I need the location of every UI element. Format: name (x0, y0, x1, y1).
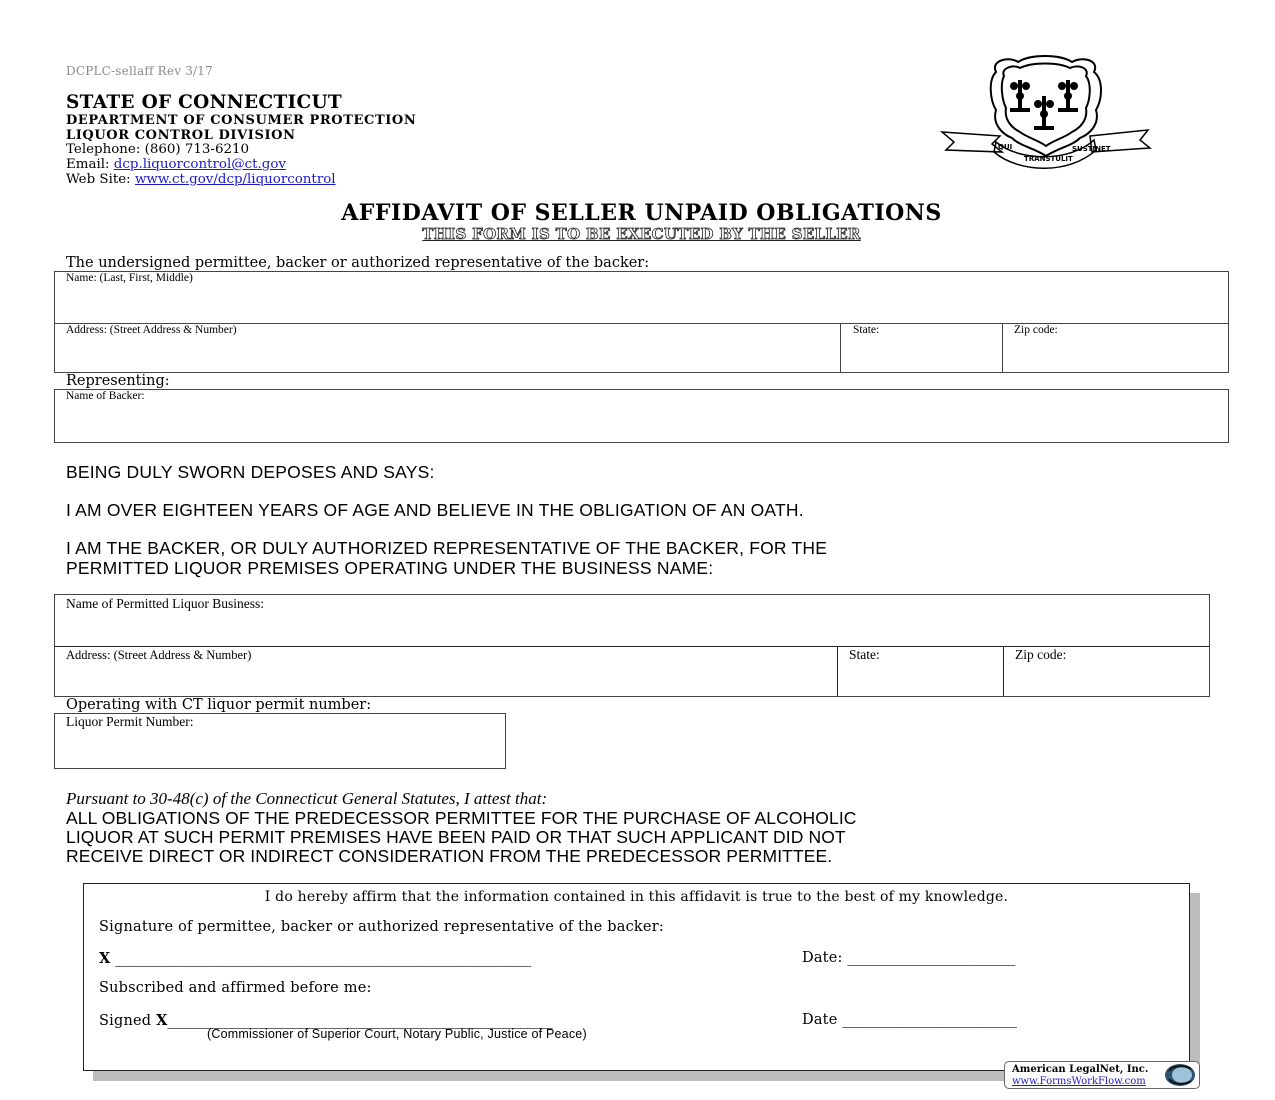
email-link[interactable]: dcp.liquorcontrol@ct.gov (113, 157, 286, 172)
business-info-box (54, 594, 1210, 697)
business-zip-input[interactable] (1004, 662, 1209, 696)
business-zip-cell (1004, 647, 1209, 696)
permittee-info-box (54, 271, 1229, 373)
sworn-statement: BEING DULY SWORN DEPOSES AND SAYS: (66, 462, 435, 482)
address-label: Address: (Street Address & Number) (66, 324, 237, 336)
date-line[interactable]: _________________________ (847, 950, 1015, 966)
name-label: Name: (Last, First, Middle) (66, 272, 193, 284)
connecticut-seal-icon (940, 52, 1152, 170)
zip-field-cell (1003, 324, 1228, 372)
form-title: AFFIDAVIT OF SELLER UNPAID OBLIGATIONS (341, 200, 942, 226)
business-name-label: Name of Permitted Liquor Business: (66, 596, 264, 611)
business-state-input[interactable] (838, 662, 1003, 696)
notary-signature-line[interactable]: _____________________________________________________________ (167, 1013, 552, 1029)
affirmation-text: I do hereby affirm that the information contained in this affidavit is true to the best of my knowledge. (264, 889, 1009, 905)
badge-url[interactable]: www.FormsWorkFlow.com (1012, 1076, 1146, 1087)
american-legalnet-badge[interactable] (1004, 1061, 1200, 1089)
badge-company: American LegalNet, Inc. (1012, 1064, 1149, 1075)
telephone-line (66, 142, 249, 157)
name-input[interactable] (55, 287, 1228, 323)
operating-permit-label: Operating with CT liquor permit number: (66, 697, 372, 713)
backer-box (54, 389, 1229, 443)
name-field-cell (55, 272, 1228, 324)
permit-number-input[interactable] (55, 730, 505, 768)
business-name-input[interactable] (55, 612, 1209, 646)
signature-label: Signature of permittee, backer or authorized representative of the backer: (99, 919, 664, 935)
permit-number-label: Liquor Permit Number: (66, 714, 194, 729)
business-address-input[interactable] (55, 662, 837, 696)
notary-date-line[interactable]: __________________________ (842, 1012, 1017, 1028)
website-label: Web Site: (66, 172, 135, 187)
zip-label: Zip code: (1014, 324, 1058, 336)
age-statement: I AM OVER EIGHTEEN YEARS OF AGE AND BELIEVE IN THE OBLIGATION OF AN OATH. (66, 500, 804, 520)
notary-date-row[interactable] (802, 1012, 1017, 1028)
business-zip-label: Zip code: (1015, 647, 1067, 662)
notary-date-label: Date (802, 1012, 843, 1028)
business-state-label: State: (849, 647, 880, 662)
backer-statement-line1: I AM THE BACKER, OR DULY AUTHORIZED REPRESENTATIVE OF THE BACKER, FOR THE (66, 538, 828, 558)
business-address-cell (55, 647, 838, 696)
business-name-cell (55, 595, 1209, 647)
signature-line-row[interactable] (99, 950, 531, 967)
svg-text:SUSTINET: SUSTINET (1072, 145, 1111, 153)
website-line (66, 172, 336, 187)
address-input[interactable] (55, 338, 840, 372)
state-field-cell (841, 324, 1003, 372)
official-caption: (Commissioner of Superior Court, Notary Public, Justice of Peace) (207, 1027, 587, 1041)
signed-x-mark: X (156, 1012, 168, 1029)
attestation-line3: RECEIVE DIRECT OR INDIRECT CONSIDERATION FROM THE PREDECESSOR PERMITTEE. (66, 846, 833, 866)
business-state-cell (838, 647, 1004, 696)
signed-label: Signed (99, 1013, 157, 1029)
representing-label: Representing: (66, 373, 170, 389)
date-label: Date: (802, 950, 848, 966)
attestation-line1: ALL OBLIGATIONS OF THE PREDECESSOR PERMITTEE FOR THE PURCHASE OF ALCOHOLIC (66, 808, 857, 828)
attestation-line2: LIQUOR AT SUCH PERMIT PREMISES HAVE BEEN PAID OR THAT SUCH APPLICANT DID NOT (66, 827, 846, 847)
state-label: State: (853, 324, 880, 336)
permit-number-box (54, 713, 506, 769)
address-field-cell (55, 324, 841, 372)
state-input[interactable] (841, 338, 1002, 372)
statute-reference: Pursuant to 30-48(c) of the Connecticut General Statutes, I attest that: (66, 789, 548, 808)
website-link[interactable]: www.ct.gov/dcp/liquorcontrol (134, 172, 336, 187)
date-row[interactable] (802, 950, 1015, 966)
undersigned-intro: The undersigned permittee, backer or authorized representative of the backer: (66, 255, 650, 271)
svg-text:TRANSTULIT: TRANSTULIT (1024, 155, 1073, 163)
backer-statement-line2: PERMITTED LIQUOR PREMISES OPERATING UNDER THE BUSINESS NAME: (66, 558, 714, 578)
form-subtitle: THIS FORM IS TO BE EXECUTED BY THE SELLER (422, 225, 861, 243)
signature-x-mark: X (99, 950, 111, 967)
zip-input[interactable] (1003, 338, 1228, 372)
form-code: DCPLC-sellaff Rev 3/17 (66, 64, 213, 78)
globe-logo-icon (1163, 1063, 1197, 1087)
state-name: STATE OF CONNECTICUT (66, 92, 342, 113)
telephone-number: (860) 713-6210 (144, 142, 250, 157)
division-name: LIQUOR CONTROL DIVISION (66, 128, 296, 143)
svg-text:QUI: QUI (998, 143, 1013, 151)
business-address-label: Address: (Street Address & Number) (66, 648, 252, 662)
backer-input[interactable] (55, 404, 1228, 442)
backer-label: Name of Backer: (66, 390, 145, 402)
email-label: Email: (66, 157, 114, 172)
telephone-label: Telephone: (66, 142, 145, 157)
signature-box (83, 883, 1190, 1071)
subscribed-text: Subscribed and affirmed before me: (99, 980, 372, 996)
signature-line[interactable]: ______________________________________________________________ (115, 951, 531, 967)
department-name: DEPARTMENT OF CONSUMER PROTECTION (66, 113, 417, 128)
email-line (66, 157, 286, 172)
